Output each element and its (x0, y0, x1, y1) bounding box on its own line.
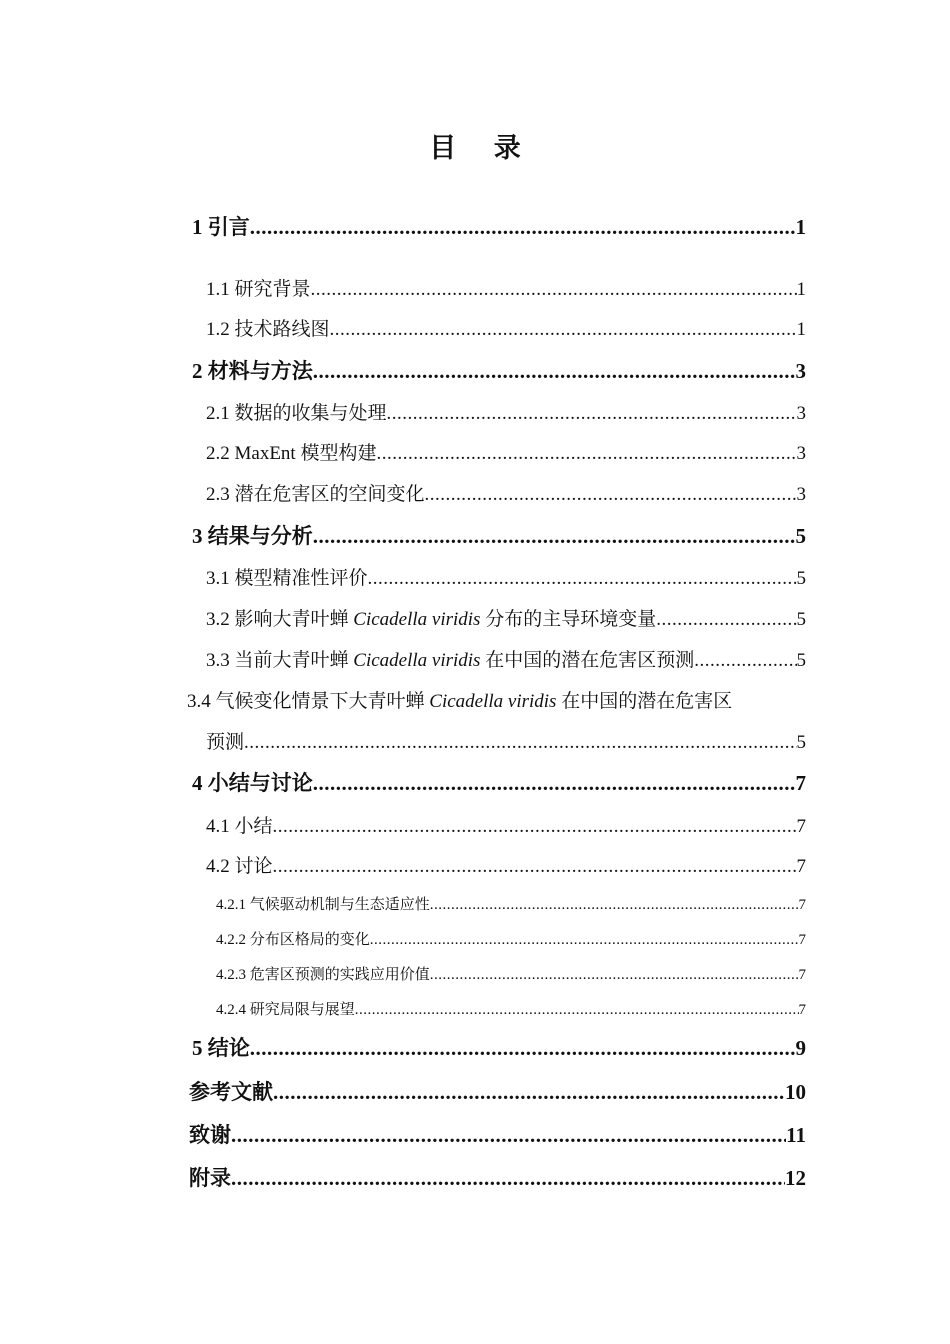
toc-label-post: 在中国的潜在危害区预测 (480, 650, 695, 671)
toc-label: 1.1 研究背景 (206, 279, 311, 300)
toc-leader (387, 403, 797, 425)
toc-entry-5[interactable] (192, 1032, 806, 1062)
toc-leader (311, 279, 797, 301)
toc-label: 附录 (189, 1166, 231, 1190)
toc-entry-3-2[interactable] (206, 604, 806, 632)
toc-entry-2[interactable] (192, 355, 806, 385)
toc-label (206, 645, 694, 672)
toc-entry-4-2-3[interactable] (216, 963, 806, 985)
toc-page: 7 (798, 967, 806, 983)
toc-label: 4.2.4 研究局限与展望 (216, 1002, 355, 1018)
toc-entry-4-2-1[interactable] (216, 893, 806, 915)
toc-page: 1 (795, 215, 806, 239)
toc-entry-1[interactable] (192, 211, 806, 241)
toc-label: 4.2.3 危害区预测的实践应用价值 (216, 967, 430, 983)
toc-leader (330, 319, 797, 341)
toc-page: 3 (796, 403, 806, 424)
toc-leader (430, 897, 799, 914)
toc-label: 4 小结与讨论 (192, 771, 313, 795)
toc-label: 2.2 MaxEnt 模型构建 (206, 443, 377, 464)
toc-label: 3.1 模型精准性评价 (206, 568, 368, 589)
toc-page: 7 (796, 816, 806, 837)
toc-entry-1-2[interactable] (206, 314, 806, 342)
toc-label: 预测 (206, 732, 245, 753)
toc-leader (694, 650, 796, 672)
toc-leader (273, 1080, 785, 1105)
toc-page: 5 (795, 524, 806, 548)
toc-leader (231, 1123, 786, 1148)
page-title: 目 录 (429, 133, 535, 164)
toc-label: 2.1 数据的收集与处理 (206, 403, 387, 424)
toc-label: 2 材料与方法 (192, 359, 313, 383)
toc-entry-1-1[interactable] (206, 274, 806, 302)
toc-leader (656, 609, 796, 631)
toc-page: 7 (798, 932, 806, 948)
toc-label-pre: 3.3 当前大青叶蝉 (206, 650, 354, 671)
toc-entry-3[interactable] (192, 520, 806, 550)
toc-page: 5 (796, 609, 806, 630)
toc-leader (244, 732, 796, 754)
toc-label-pre: 3.2 影响大青叶蝉 (206, 609, 354, 630)
toc-leader (370, 932, 799, 949)
toc-page: 5 (796, 650, 806, 671)
toc-label: 1 引言 (192, 215, 250, 239)
toc-label-pre: 3.4 气候变化情景下大青叶蝉 (187, 691, 430, 712)
toc-page: 3 (795, 359, 806, 383)
toc-label: 3 结果与分析 (192, 524, 313, 548)
toc-entry-4-2-2[interactable] (216, 928, 806, 950)
toc-entry-4-2-4[interactable] (216, 998, 806, 1020)
toc-leader (425, 484, 797, 506)
toc-label: 参考文献 (189, 1080, 273, 1104)
toc-leader (273, 856, 797, 878)
toc-label: 1.2 技术路线图 (206, 319, 330, 340)
toc-label-post: 在中国的潜在危害区 (556, 691, 733, 712)
toc-entry-appendix[interactable] (189, 1162, 806, 1192)
toc-page: 1 (796, 279, 806, 300)
toc-entry-4-1[interactable] (206, 811, 806, 839)
toc-label: 致谢 (189, 1123, 231, 1147)
toc-label-post: 分布的主导环境变量 (480, 609, 657, 630)
toc-leader (250, 215, 796, 240)
toc-leader (355, 1002, 799, 1019)
toc-page: 9 (795, 1036, 806, 1060)
toc-page: 10 (785, 1080, 806, 1104)
toc-leader (231, 1166, 785, 1191)
toc-entry-2-3[interactable] (206, 479, 806, 507)
toc-page: 3 (796, 443, 806, 464)
toc-entry-2-2[interactable] (206, 438, 806, 466)
toc-page: 7 (796, 856, 806, 877)
toc-entry-references[interactable] (189, 1076, 806, 1106)
toc-entry-3-4-line1[interactable] (187, 686, 732, 713)
toc-page: 7 (795, 771, 806, 795)
toc-label: 4.1 小结 (206, 816, 273, 837)
toc-leader (313, 524, 796, 549)
toc-page: 1 (796, 319, 806, 340)
toc-leader (368, 568, 797, 590)
toc-page: 7 (798, 897, 806, 913)
toc-label: 4.2.1 气候驱动机制与生态适应性 (216, 897, 430, 913)
toc-page: 11 (786, 1123, 806, 1147)
species-name: Cicadella viridis (353, 650, 481, 671)
toc-entry-acknowledgements[interactable] (189, 1119, 806, 1149)
toc-leader (430, 967, 799, 984)
toc-leader (313, 771, 796, 796)
toc-leader (273, 816, 797, 838)
toc-page: 12 (785, 1166, 806, 1190)
toc-entry-3-1[interactable] (206, 563, 806, 591)
toc-page: 3 (796, 484, 806, 505)
toc-leader (376, 443, 796, 465)
toc-page: 5 (796, 732, 806, 753)
species-name: Cicadella viridis (429, 691, 557, 712)
toc-entry-4-2[interactable] (206, 851, 806, 879)
toc-entry-2-1[interactable] (206, 398, 806, 426)
toc-page: 7 (798, 1002, 806, 1018)
toc-entry-3-3[interactable] (206, 645, 806, 673)
toc-page: 5 (796, 568, 806, 589)
toc-label: 5 结论 (192, 1036, 250, 1060)
toc-entry-3-4-line2[interactable] (206, 727, 806, 755)
toc-label (206, 604, 656, 631)
toc-label: 4.2.2 分布区格局的变化 (216, 932, 370, 948)
toc-label: 4.2 讨论 (206, 856, 273, 877)
toc-label: 2.3 潜在危害区的空间变化 (206, 484, 425, 505)
toc-leader (313, 359, 796, 384)
species-name: Cicadella viridis (353, 609, 481, 630)
toc-entry-4[interactable] (192, 767, 806, 797)
toc-leader (250, 1036, 796, 1061)
